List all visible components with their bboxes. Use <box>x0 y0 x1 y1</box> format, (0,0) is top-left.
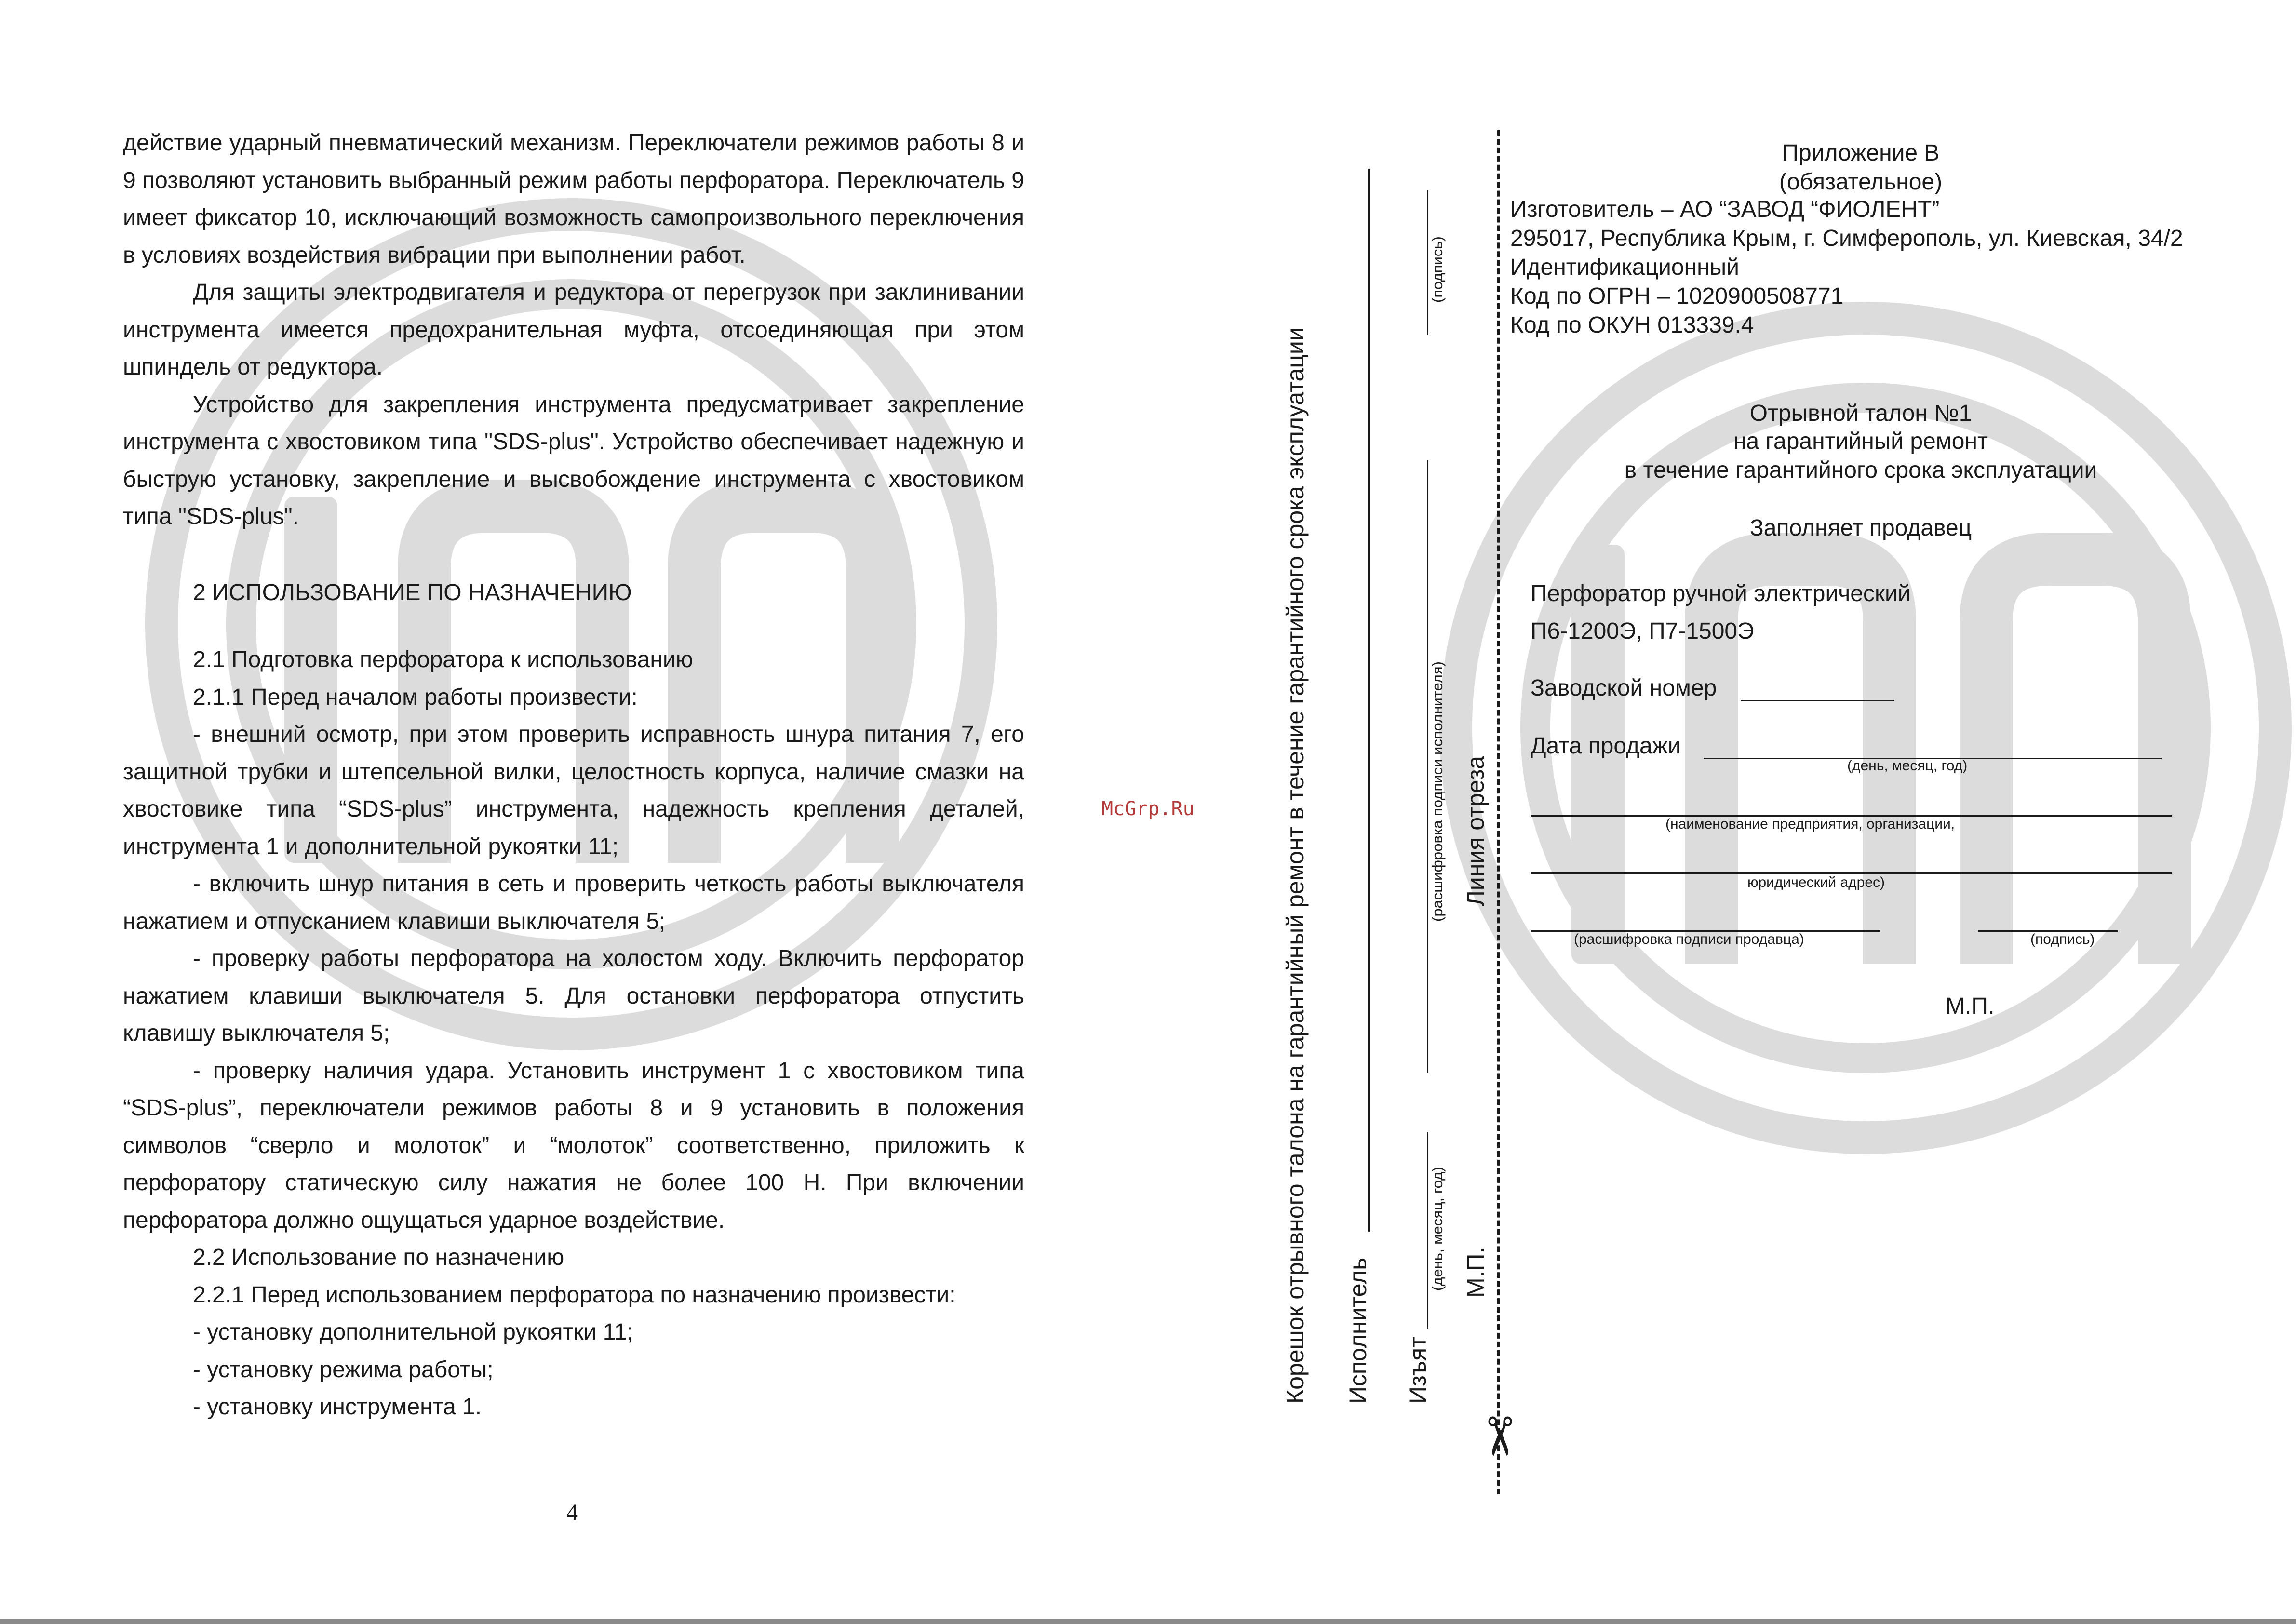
coupon-filled-by: Заполняет продавец <box>1749 515 1972 541</box>
paragraph-clutch: Для защиты электродвигателя и редуктора от перегрузок при заклинивании инструмента имеется предохранительная муфта, отсоединяющая при этом шпиндель от редуктора. <box>123 280 1024 380</box>
paragraph-tool-holder: Устройство для закрепления инструмента предусматривает закрепление инструмента с хвостовиком типа "SDS-plus". Устройство обеспечивает надежную и быструю установку, закрепление и высвобождение инструмента с хвостовиком типа "SDS-plus". <box>123 391 1024 529</box>
stub-decoding-caption: (расшифровка подписи исполнителя) <box>1429 661 1446 922</box>
stub-performer-label: Исполнитель <box>1344 1257 1371 1404</box>
page-number: 4 <box>566 1500 578 1525</box>
list-item-mode: - установку режима работы; <box>193 1356 494 1382</box>
coupon-org-caption: (наименование предприятия, организации, <box>1665 816 1955 832</box>
coupon-manufacturer: Изготовитель – АО “ЗАВОД “ФИОЛЕНТ” <box>1510 197 1940 222</box>
section-heading: 2 ИСПОЛЬЗОВАНИЕ ПО НАЗНАЧЕНИЮ <box>193 579 632 605</box>
coupon-product-line1: Перфоратор ручной электрический <box>1531 581 1911 606</box>
coupon-address: 295017, Республика Крым, г. Симферополь, ул. Киевская, 34/2 <box>1510 226 2183 251</box>
stub-title: Корешок отрывного талона на гарантийный ремонт в течение гарантийного срока эксплуатации <box>1282 327 1309 1404</box>
coupon-title: Отрывной талон №1 <box>1749 401 1972 426</box>
coupon-seller-decoding-caption: (расшифровка подписи продавца) <box>1574 931 1804 947</box>
list-item-inspection: - внешний осмотр, при этом проверить исправность шнура питания 7, его защитной трубки и штепсельной вилки, целостность корпуса, наличие смазки на хвостовике типа “SDS-plus” инструмента, надежность крепления деталей, инструмента 1 и дополнительной рукоятки 11; <box>123 722 1024 859</box>
cut-line-label: Линия отреза <box>1462 755 1489 906</box>
stub-stamp: М.П. <box>1462 1247 1489 1298</box>
coupon-ogrn: Код по ОГРН – 1020900508771 <box>1510 283 1844 309</box>
coupon-ident: Идентификационный <box>1510 255 1739 280</box>
coupon-appendix: Приложение В <box>1782 140 1940 166</box>
stub-signature-line <box>1427 190 1428 335</box>
coupon-title-line2: на гарантийный ремонт <box>1733 429 1988 454</box>
subsection-heading-usage: 2.2 Использование по назначению <box>193 1245 564 1270</box>
clause-heading: 2.1.1 Перед началом работы произвести: <box>193 684 638 710</box>
cut-line <box>1497 130 1500 1494</box>
list-item-idle-check: - проверку работы перфоратора на холостом ходу. Включить перфоратор нажатием клавиши выключателя 5. Для остановки перфоратора отпустить клавишу выключателя 5; <box>123 946 1024 1046</box>
bottom-border <box>0 1619 2296 1624</box>
stub-date-line <box>1427 1132 1428 1329</box>
stub-removed-label: Изъят <box>1404 1337 1431 1404</box>
coupon-legal-caption: юридический адрес) <box>1747 874 1885 890</box>
list-item-impact-check: - проверку наличия удара. Установить инструмент 1 с хвостовиком типа “SDS-plus”, переключатели режимов работы 8 и 9 установить в положения символов “сверло и молоток” и “молоток” соответственно, приложить к перфоратору статическую силу нажатия не более 100 Н. При включении перфоратора должно ощущаться ударное воздействие. <box>123 1058 1024 1233</box>
list-item-tool: - установку инструмента 1. <box>193 1394 482 1420</box>
paragraph-mechanism: действие ударный пневматический механизм. Переключатели режимов работы 8 и 9 позволяют установить выбранный режим работы перфоратора. Переключатель 9 имеет фиксатор 10, исключающий возможность самопроизвольного переключения в условиях воздействия вибрации при выполнении работ. <box>123 130 1024 268</box>
stub-date-caption: (день, месяц, год) <box>1429 1167 1446 1291</box>
list-item-handle: - установку дополнительной рукоятки 11; <box>193 1319 633 1345</box>
clause-heading-usage: 2.2.1 Перед использованием перфоратора по назначению произвести: <box>193 1282 956 1308</box>
coupon-stamp: М.П. <box>1946 993 1995 1019</box>
coupon-signature-caption: (подпись) <box>2030 931 2095 947</box>
manual-text-column <box>123 124 1024 1426</box>
scissors-icon: ✂ <box>1468 1414 1531 1459</box>
list-item-switch-check: - включить шнур питания в сеть и проверить четкость работы выключателя нажатием и отпусканием клавиши выключателя 5; <box>123 871 1024 934</box>
coupon-sale-date-label: Дата продажи <box>1531 733 1681 759</box>
stub-decoding-line <box>1427 460 1428 1073</box>
coupon-serial-label: Заводской номер <box>1531 675 1717 701</box>
serial-number-line <box>1741 700 1894 701</box>
legal-address-line <box>1531 872 2172 874</box>
coupon-okun: Код по ОКУН 013339.4 <box>1510 312 1754 338</box>
coupon-title-line3: в течение гарантийного срока эксплуатации <box>1624 457 2097 483</box>
site-watermark-text: McGrp.Ru <box>1101 798 1195 820</box>
subsection-heading: 2.1 Подготовка перфоратора к использованию <box>193 647 693 672</box>
stub-performer-line <box>1368 169 1370 1232</box>
coupon-product-line2: П6-1200Э, П7-1500Э <box>1531 618 1754 644</box>
stub-signature-caption: (подпись) <box>1429 236 1446 303</box>
coupon-appendix-note: (обязательное) <box>1779 169 1943 195</box>
coupon-date-caption: (день, месяц, год) <box>1847 758 1968 774</box>
